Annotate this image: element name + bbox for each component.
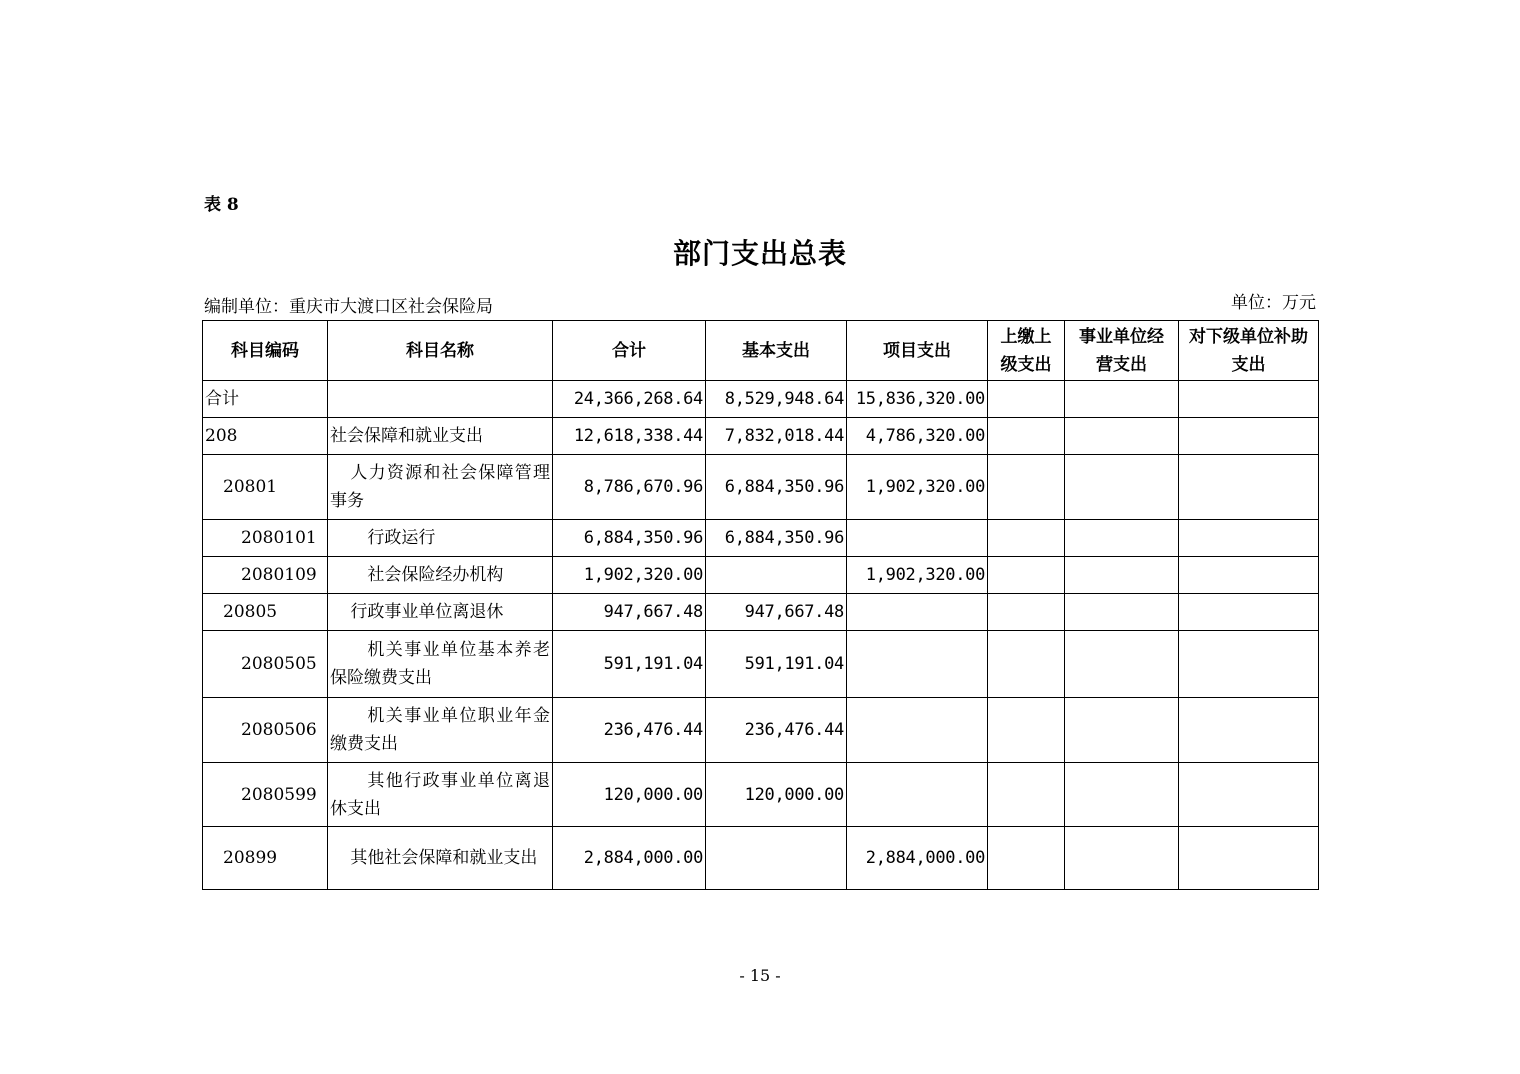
- org-label: 编制单位：重庆市大渡口区社会保险局: [204, 297, 493, 317]
- row-basic: 947,667.48: [706, 594, 847, 631]
- row-name: 人力资源和社会保障管理事务: [328, 455, 553, 520]
- row-upper: [988, 594, 1065, 631]
- header-upper: [988, 321, 1065, 381]
- row-name: 其他行政事业单位离退休支出: [328, 763, 553, 827]
- row-upper: [988, 381, 1065, 418]
- row-project: [847, 631, 988, 698]
- row-upper: [988, 827, 1065, 890]
- unit-label: 单位：万元: [1231, 293, 1316, 313]
- row-total: 591,191.04: [553, 631, 706, 698]
- header-code: 科目编码: [203, 321, 328, 381]
- header-upper-line2: 级支出: [1000, 354, 1052, 375]
- table-row: [203, 455, 1319, 520]
- table-row: [203, 557, 1319, 594]
- page-title: 部门支出总表: [672, 237, 847, 270]
- row-total: 120,000.00: [553, 763, 706, 827]
- expense-table: [202, 320, 1319, 890]
- row-code: 2080109: [203, 557, 328, 594]
- row-subsidy: [1179, 594, 1319, 631]
- row-subsidy: [1179, 381, 1319, 418]
- header-business-line2: 营支出: [1096, 354, 1147, 375]
- header-basic: 基本支出: [706, 321, 847, 381]
- row-subsidy: [1179, 827, 1319, 890]
- row-total: 12,618,338.44: [553, 418, 706, 455]
- table-row: [203, 631, 1319, 698]
- row-subsidy: [1179, 763, 1319, 827]
- row-basic: 591,191.04: [706, 631, 847, 698]
- page-number: - 15 -: [739, 966, 781, 985]
- row-upper: [988, 520, 1065, 557]
- row-total: 236,476.44: [553, 698, 706, 763]
- row-basic: 6,884,350.96: [706, 455, 847, 520]
- table-row: [203, 827, 1319, 890]
- table-row: [203, 698, 1319, 763]
- row-name: 机关事业单位基本养老保险缴费支出: [328, 631, 553, 698]
- row-basic: 8,529,948.64: [706, 381, 847, 418]
- row-name: 行政事业单位离退休: [328, 594, 553, 631]
- row-total: 8,786,670.96: [553, 455, 706, 520]
- row-upper: [988, 557, 1065, 594]
- row-subsidy: [1179, 557, 1319, 594]
- header-project: 项目支出: [847, 321, 988, 381]
- row-project: 2,884,000.00: [847, 827, 988, 890]
- row-upper: [988, 631, 1065, 698]
- row-total: 24,366,268.64: [553, 381, 706, 418]
- row-code: 2080599: [203, 763, 328, 827]
- row-business: [1065, 827, 1179, 890]
- row-upper: [988, 698, 1065, 763]
- header-business: [1065, 321, 1179, 381]
- row-total: 947,667.48: [553, 594, 706, 631]
- row-code: 2080101: [203, 520, 328, 557]
- row-project: 15,836,320.00: [847, 381, 988, 418]
- row-project: 1,902,320.00: [847, 455, 988, 520]
- row-subsidy: [1179, 698, 1319, 763]
- row-project: [847, 763, 988, 827]
- row-code: 20899: [203, 827, 328, 890]
- row-name: 机关事业单位职业年金缴费支出: [328, 698, 553, 763]
- row-project: [847, 594, 988, 631]
- row-business: [1065, 763, 1179, 827]
- row-basic: 6,884,350.96: [706, 520, 847, 557]
- row-code: 20801: [203, 455, 328, 520]
- row-basic: 236,476.44: [706, 698, 847, 763]
- row-business: [1065, 455, 1179, 520]
- table-row: [203, 594, 1319, 631]
- row-total: 2,884,000.00: [553, 827, 706, 890]
- table-label: 表 8: [204, 195, 239, 215]
- row-business: [1065, 594, 1179, 631]
- row-upper: [988, 418, 1065, 455]
- row-name: 其他社会保障和就业支出: [328, 827, 553, 890]
- row-subsidy: [1179, 418, 1319, 455]
- row-basic: 120,000.00: [706, 763, 847, 827]
- row-basic: [706, 557, 847, 594]
- row-code: 208: [203, 418, 328, 455]
- row-project: 1,902,320.00: [847, 557, 988, 594]
- row-upper: [988, 455, 1065, 520]
- row-business: [1065, 631, 1179, 698]
- header-row: [203, 321, 1319, 381]
- row-name: 社会保险经办机构: [328, 557, 553, 594]
- row-name: 行政运行: [328, 520, 553, 557]
- header-name: 科目名称: [328, 321, 553, 381]
- row-business: [1065, 520, 1179, 557]
- row-subsidy: [1179, 520, 1319, 557]
- table-row: [203, 763, 1319, 827]
- row-business: [1065, 381, 1179, 418]
- row-basic: [706, 827, 847, 890]
- table-row: [203, 381, 1319, 418]
- header-total: 合计: [553, 321, 706, 381]
- row-project: [847, 698, 988, 763]
- row-business: [1065, 418, 1179, 455]
- header-subsidy-line2: 支出: [1231, 354, 1266, 375]
- row-project: 4,786,320.00: [847, 418, 988, 455]
- header-subsidy-line1: 对下级单位补助: [1189, 326, 1308, 347]
- row-code: 20805: [203, 594, 328, 631]
- row-subsidy: [1179, 455, 1319, 520]
- row-subsidy: [1179, 631, 1319, 698]
- row-total: 1,902,320.00: [553, 557, 706, 594]
- row-total: 6,884,350.96: [553, 520, 706, 557]
- row-business: [1065, 698, 1179, 763]
- row-code: 合计: [203, 381, 328, 418]
- row-name: 社会保障和就业支出: [328, 418, 553, 455]
- header-business-line1: 事业单位经: [1079, 326, 1164, 347]
- row-code: 2080505: [203, 631, 328, 698]
- table-row: [203, 520, 1319, 557]
- header-subsidy: [1179, 321, 1319, 381]
- row-upper: [988, 763, 1065, 827]
- row-basic: 7,832,018.44: [706, 418, 847, 455]
- table-row: [203, 418, 1319, 455]
- row-project: [847, 520, 988, 557]
- row-code: 2080506: [203, 698, 328, 763]
- header-upper-line1: 上缴上: [1000, 326, 1052, 347]
- row-business: [1065, 557, 1179, 594]
- row-name: [328, 381, 553, 418]
